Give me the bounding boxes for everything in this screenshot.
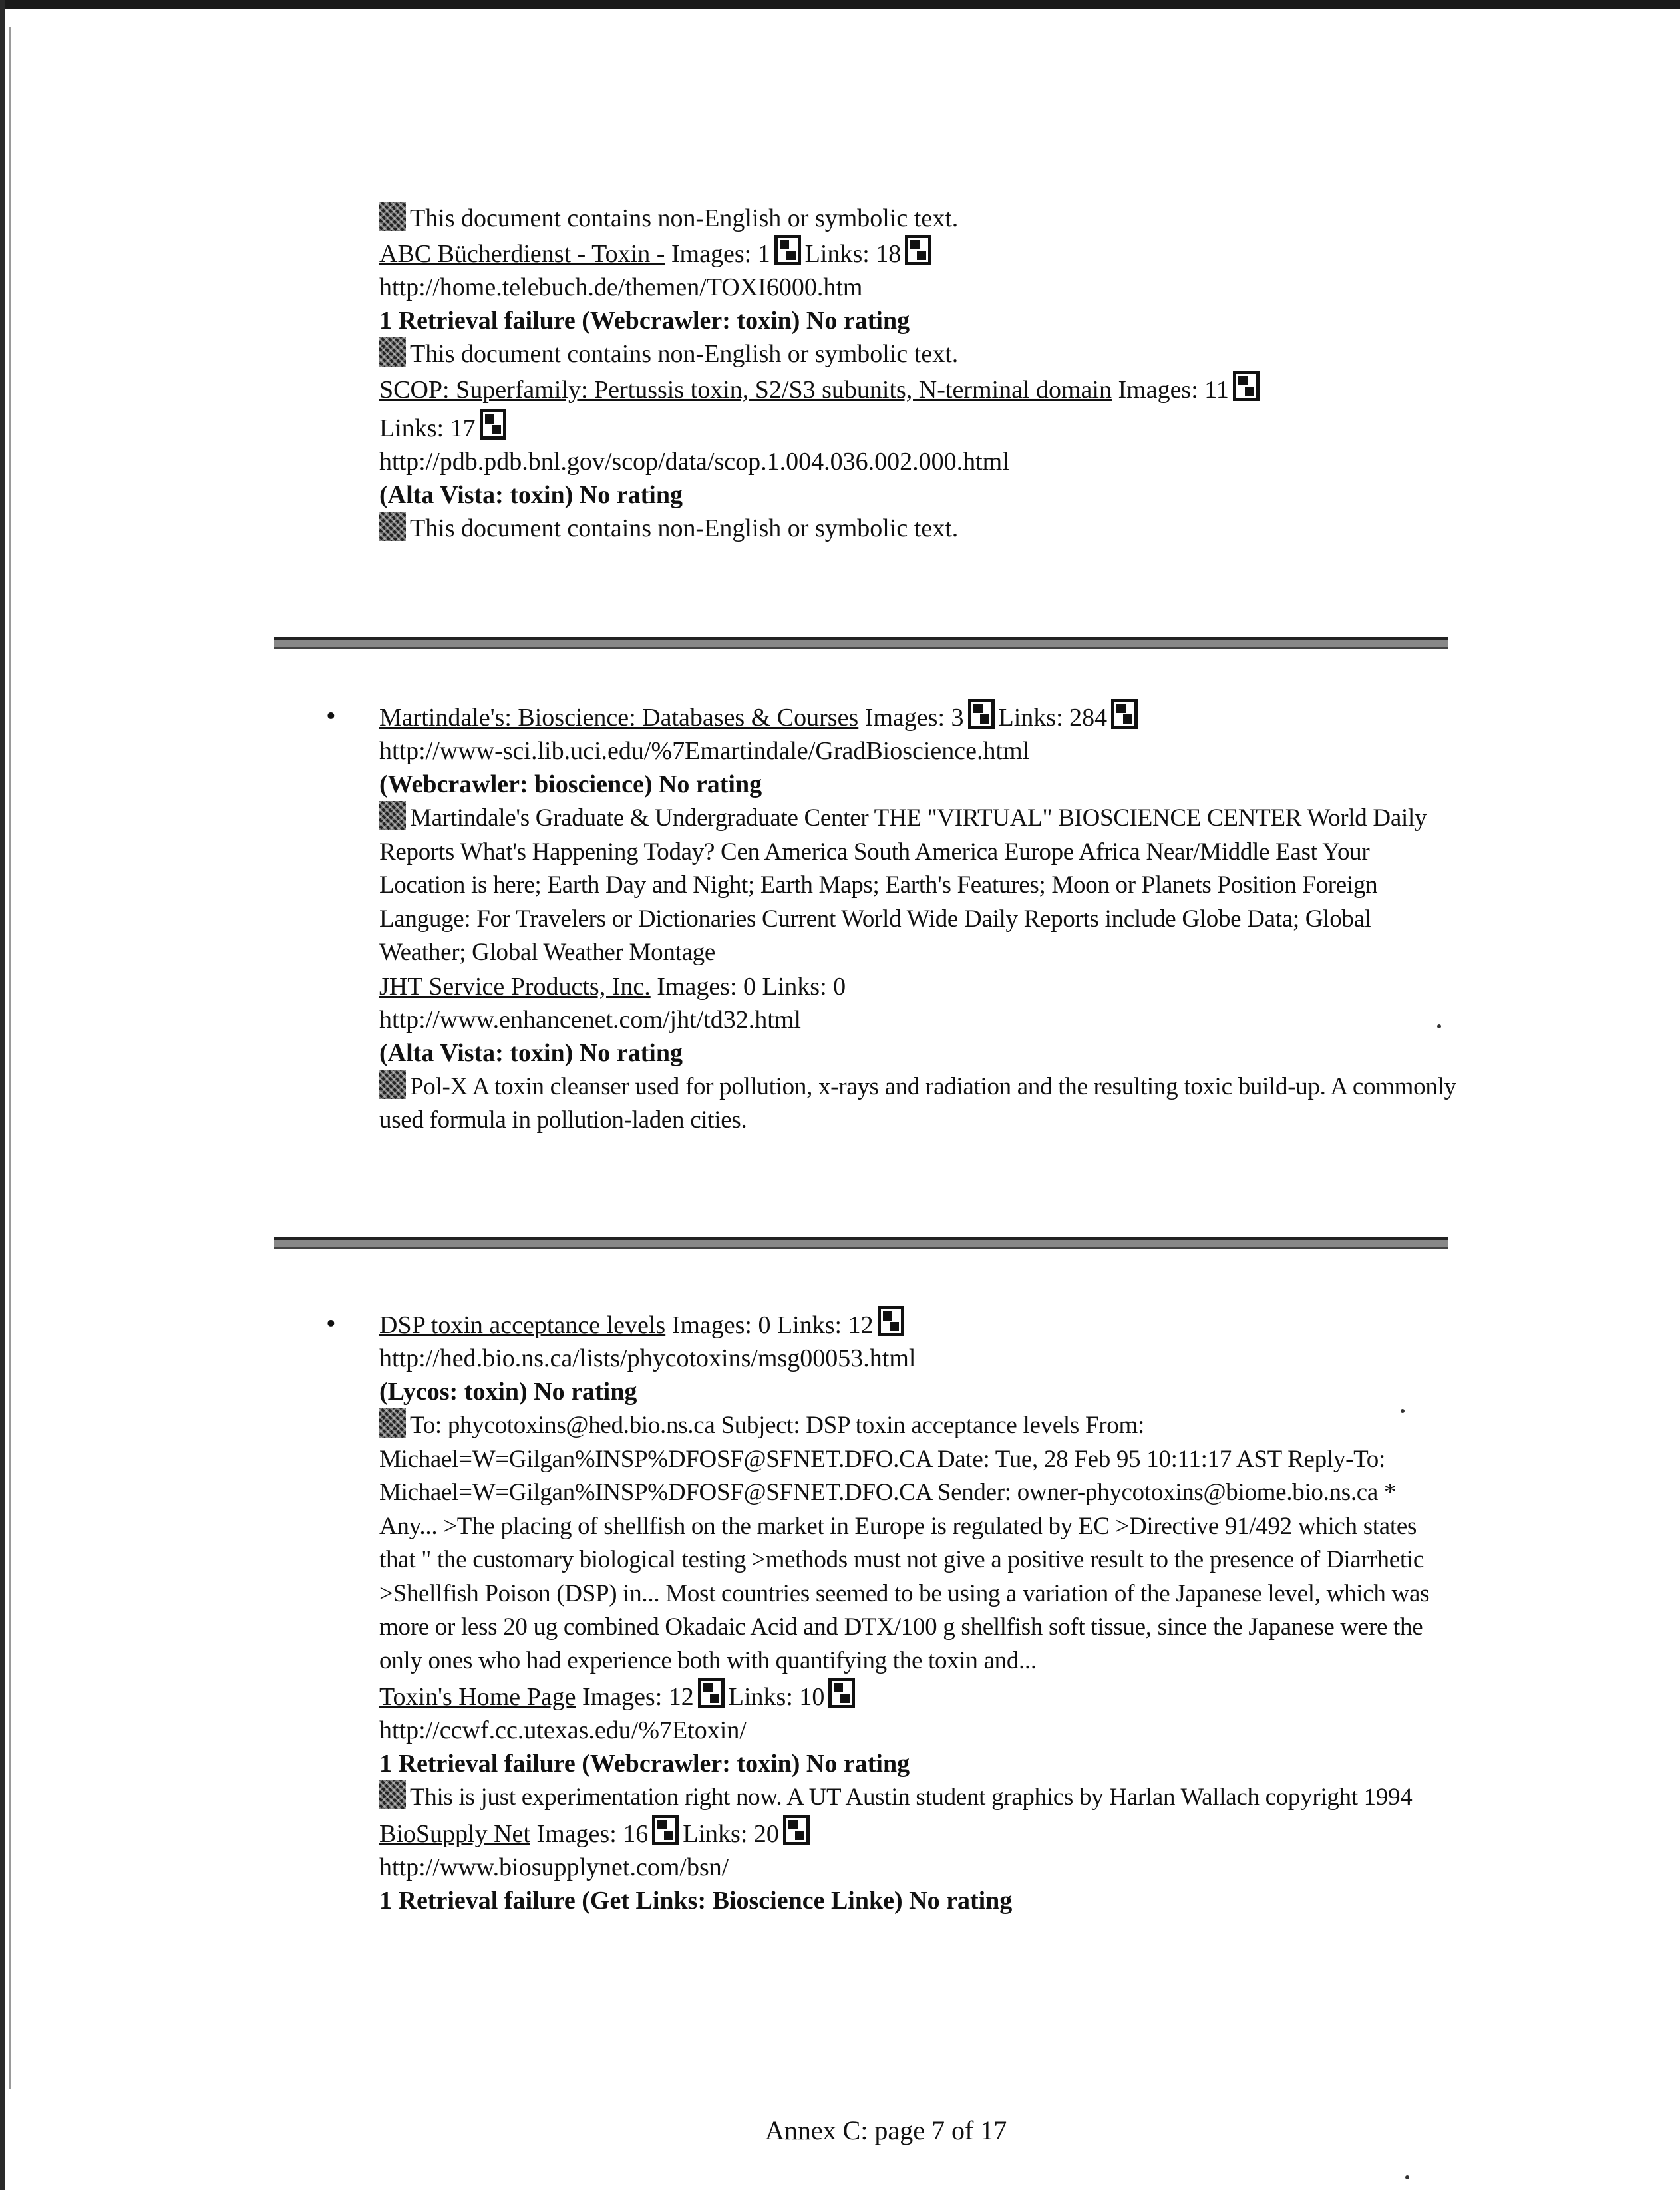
- result-snippet: This document contains non-English or symbolic text.: [379, 337, 1457, 371]
- result-martindales: [379, 699, 1457, 970]
- result-abc-buecherdienst: [379, 235, 1457, 371]
- scan-left-edge-inner: [9, 27, 11, 2089]
- result-status: (Alta Vista: toxin) No rating: [379, 481, 683, 509]
- links-label: Links:: [379, 414, 444, 442]
- result-snippet: Martindale's Graduate & Undergraduate Center THE "VIRTUAL" BIOSCIENCE CENTER World Daily Reports What's Happening Today? Cen America South America Europe Africa Near/Middle East Your Location is here; Earth Day and Night; Earth Maps; Earth's Features; Moon or Planets Position Foreign Languge: For Travelers or Dictionaries Current World Wide Daily Reports include Globe Data; Global Weather; Global Weather Montage: [379, 801, 1457, 970]
- links-label: Links:: [998, 704, 1063, 732]
- result-title-link[interactable]: DSP toxin acceptance levels: [379, 1311, 666, 1339]
- image-count-icon[interactable]: [1233, 371, 1260, 401]
- images-count: 0: [743, 972, 756, 1001]
- links-count-icon[interactable]: [905, 235, 931, 265]
- links-label: Links:: [762, 972, 827, 1001]
- images-label: Images:: [671, 1311, 752, 1339]
- image-count-icon[interactable]: [774, 235, 801, 265]
- document-note: This document contains non-English or symbolic text.: [379, 202, 1457, 235]
- text-document-icon: [379, 337, 406, 367]
- scan-left-edge: [0, 0, 5, 2190]
- result-title-link[interactable]: JHT Service Products, Inc.: [379, 972, 651, 1001]
- text-document-icon: [379, 1070, 406, 1099]
- section-3: [379, 1306, 1457, 1917]
- result-title-link[interactable]: BioSupply Net: [379, 1819, 530, 1848]
- result-snippet: This is just experimentation right now. A UT Austin student graphics by Harlan Wallach copyright 1994: [379, 1780, 1457, 1815]
- result-title-link[interactable]: Martindale's: Bioscience: Databases & Courses: [379, 704, 859, 732]
- links-label: Links:: [683, 1819, 748, 1848]
- result-status: 1 Retrieval failure (Webcrawler: toxin) No rating: [379, 307, 910, 335]
- scan-speck: [1401, 1409, 1405, 1413]
- scan-speck: [1405, 2175, 1409, 2179]
- result-url: http://pdb.pdb.bnl.gov/scop/data/scop.1.004.036.002.000.html: [379, 448, 1009, 476]
- text-document-icon: [379, 512, 406, 541]
- links-count-icon[interactable]: [783, 1815, 810, 1845]
- links-label: Links:: [804, 240, 870, 268]
- result-status: 1 Retrieval failure (Webcrawler: toxin) No rating: [379, 1750, 910, 1778]
- images-label: Images:: [671, 240, 752, 268]
- result-snippet: This document contains non-English or symbolic text.: [379, 512, 1457, 545]
- scan-speck: [1437, 1024, 1441, 1028]
- links-count-icon[interactable]: [878, 1306, 904, 1336]
- result-url: http://www.enhancenet.com/jht/td32.html: [379, 1005, 801, 1034]
- result-url: http://home.telebuch.de/themen/TOXI6000.htm: [379, 273, 863, 301]
- links-count-icon[interactable]: [828, 1678, 855, 1708]
- result-title-link[interactable]: ABC Bücherdienst - Toxin -: [379, 240, 665, 268]
- result-url: http://www-sci.lib.uci.edu/%7Emartindale/GradBioscience.html: [379, 737, 1030, 765]
- text-document-icon: [379, 202, 406, 231]
- images-count: 3: [951, 704, 964, 732]
- result-snippet: To: phycotoxins@hed.bio.ns.ca Subject: DSP toxin acceptance levels From: Michael=W=Gilgan%INSP%DFOSF@SFNET.DFO.CA Date: Tue, 28 Feb 95 10:11:17 AST Reply-To: Michael=W=Gilgan%INSP%DFOSF@SFNET.DFO.CA Sender: owner-phycotoxins@biome.bio.ns.ca * Any... >The placing of shellfish on the market in Europe is regulated by EC >Directive 91/492 which states that " the customary biological testing >methods must not give a positive result to the presence of Diarrhetic >Shellfish Poison (DSP) in... Most countries seemed to be using a variation of the Japanese level, which was more or less 20 ug combined Okadaic Acid and DTX/100 g shellfish soft tissue, since the Japanese were the only ones who had experience both with quantifying the toxin and...: [379, 1408, 1457, 1678]
- links-count: 17: [450, 414, 476, 442]
- result-biosupply-net: [379, 1815, 1457, 1917]
- bullet: •: [326, 701, 336, 732]
- images-label: Images:: [1118, 376, 1198, 404]
- result-scop-superfamily: [379, 371, 1457, 545]
- result-status: (Alta Vista: toxin) No rating: [379, 1038, 683, 1067]
- links-count-icon[interactable]: [480, 409, 506, 440]
- result-url: http://ccwf.cc.utexas.edu/%7Etoxin/: [379, 1716, 747, 1744]
- result-jht-service-products: [379, 970, 1457, 1138]
- section-divider: [274, 637, 1448, 649]
- result-status: (Lycos: toxin) No rating: [379, 1378, 637, 1406]
- result-status: (Webcrawler: bioscience) No rating: [379, 770, 762, 798]
- images-count: 11: [1204, 376, 1229, 404]
- images-count: 0: [758, 1311, 771, 1339]
- section-divider: [274, 1237, 1448, 1249]
- image-count-icon[interactable]: [652, 1815, 679, 1845]
- images-label: Images:: [536, 1819, 617, 1848]
- links-label: Links:: [776, 1311, 842, 1339]
- result-title-link[interactable]: Toxin's Home Page: [379, 1683, 576, 1711]
- result-snippet: Pol-X A toxin cleanser used for pollution, x-rays and radiation and the resulting toxic build-up. A commonly used formula in pollution-laden cities.: [379, 1070, 1457, 1138]
- result-title-link[interactable]: SCOP: Superfamily: Pertussis toxin, S2/S3 subunits, N-terminal domain: [379, 376, 1112, 404]
- image-count-icon[interactable]: [698, 1678, 725, 1708]
- links-count: 18: [876, 240, 902, 268]
- images-label: Images:: [582, 1683, 663, 1711]
- links-count: 0: [833, 972, 846, 1001]
- image-count-icon[interactable]: [968, 699, 995, 729]
- links-count: 10: [799, 1683, 825, 1711]
- result-toxins-home-page: [379, 1678, 1457, 1815]
- links-count-icon[interactable]: [1111, 699, 1138, 729]
- bullet: •: [326, 1309, 336, 1339]
- result-url: http://www.biosupplynet.com/bsn/: [379, 1853, 729, 1881]
- images-label: Images:: [657, 972, 737, 1001]
- images-label: Images:: [864, 704, 945, 732]
- links-count: 12: [848, 1311, 874, 1339]
- links-count: 20: [753, 1819, 779, 1848]
- page-footer: Annex C: page 7 of 17: [765, 2115, 1007, 2145]
- text-document-icon: [379, 1780, 406, 1809]
- result-status: 1 Retrieval failure (Get Links: Bioscience Linke) No rating: [379, 1886, 1013, 1915]
- images-count: 16: [623, 1819, 649, 1848]
- section-1: [379, 202, 1457, 545]
- images-count: 1: [757, 240, 770, 268]
- result-dsp-toxin: [379, 1306, 1457, 1678]
- result-url: http://hed.bio.ns.ca/lists/phycotoxins/msg00053.html: [379, 1344, 916, 1372]
- text-document-icon: [379, 801, 406, 830]
- text-document-icon: [379, 1408, 406, 1438]
- links-count: 284: [1069, 704, 1108, 732]
- links-label: Links:: [728, 1683, 793, 1711]
- images-count: 12: [668, 1683, 694, 1711]
- scan-top-edge: [0, 0, 1680, 9]
- section-2: [379, 699, 1457, 1138]
